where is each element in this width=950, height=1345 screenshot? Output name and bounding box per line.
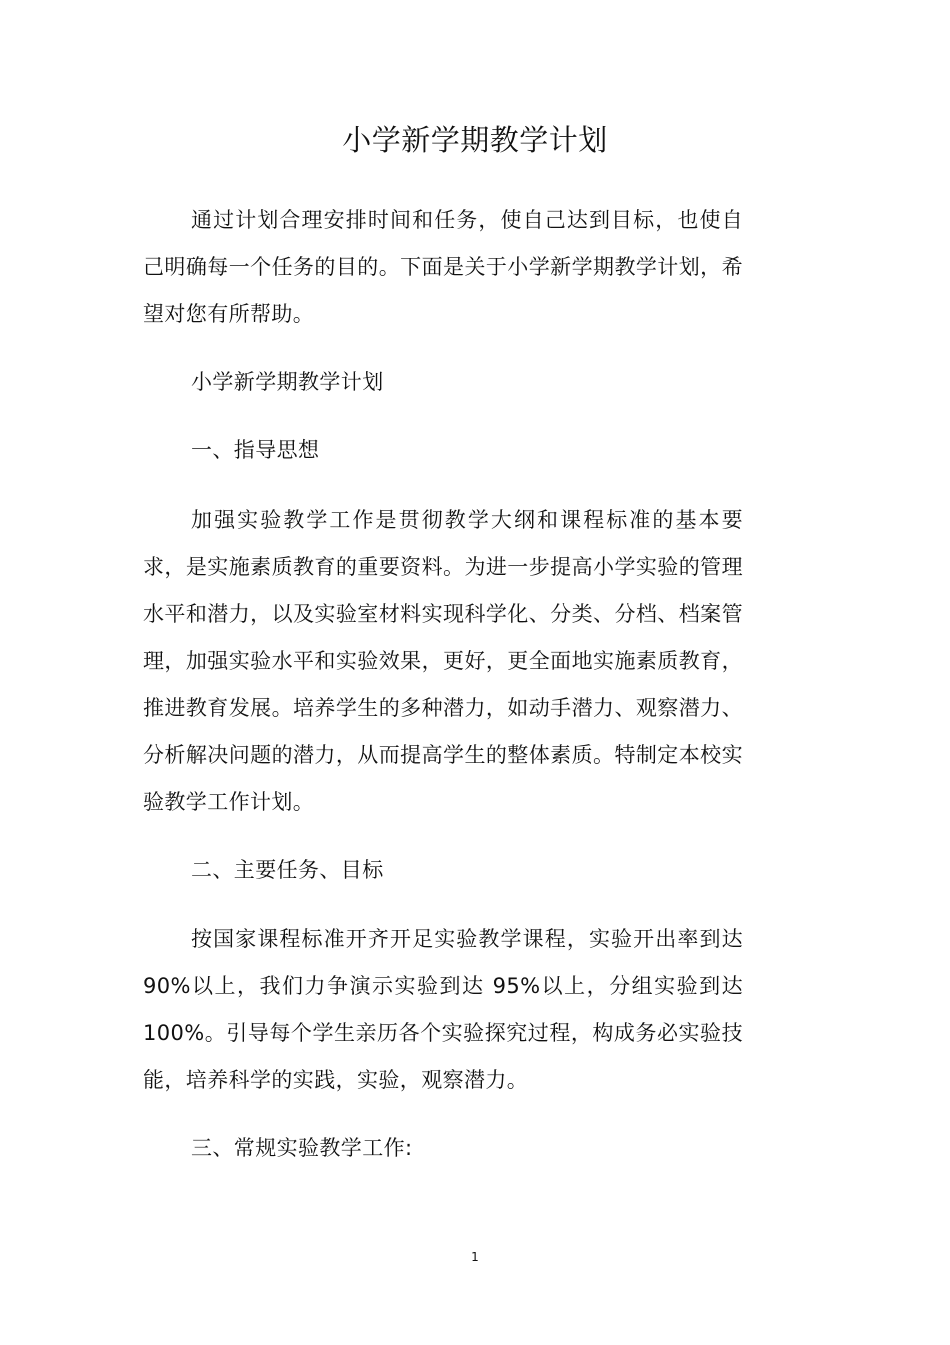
section-heading-2: 二、主要任务、目标 (191, 858, 384, 882)
section-body-2: 按国家课程标准开齐开足实验教学课程，实验开出率到达90%以上，我们力争演示实验到达 95%以上，分组实验到达100%。引导每个学生亲历各个实验探究过程，构成务必实验技能，培养科学的实践，实验，观察潜力。 (143, 927, 743, 1092)
document-title: 小学新学期教学计划 (342, 123, 608, 157)
section-heading-3: 三、常规实验教学工作: (191, 1136, 413, 1160)
page-number: 1 (471, 1250, 479, 1264)
intro-paragraph: 通过计划合理安排时间和任务，使自己达到目标，也使自己明确每一个任务的目的。下面是关于小学新学期教学计划，希望对您有所帮助。 (143, 208, 743, 326)
section-body-1: 加强实验教学工作是贯彻教学大纲和课程标准的基本要求，是实施素质教育的重要资料。为进一步提高小学实验的管理水平和潜力，以及实验室材料实现科学化、分类、分档、档案管理，加强实验水平和实验效果，更好，更全面地实施素质教育，推进教育发展。培养学生的多种潜力，如动手潜力、观察潜力、分析解决问题的潜力，从而提高学生的整体素质。特制定本校实验教学工作计划。 (143, 508, 743, 814)
section-heading-1: 一、指导思想 (191, 438, 320, 462)
subtitle: 小学新学期教学计划 (191, 370, 384, 394)
